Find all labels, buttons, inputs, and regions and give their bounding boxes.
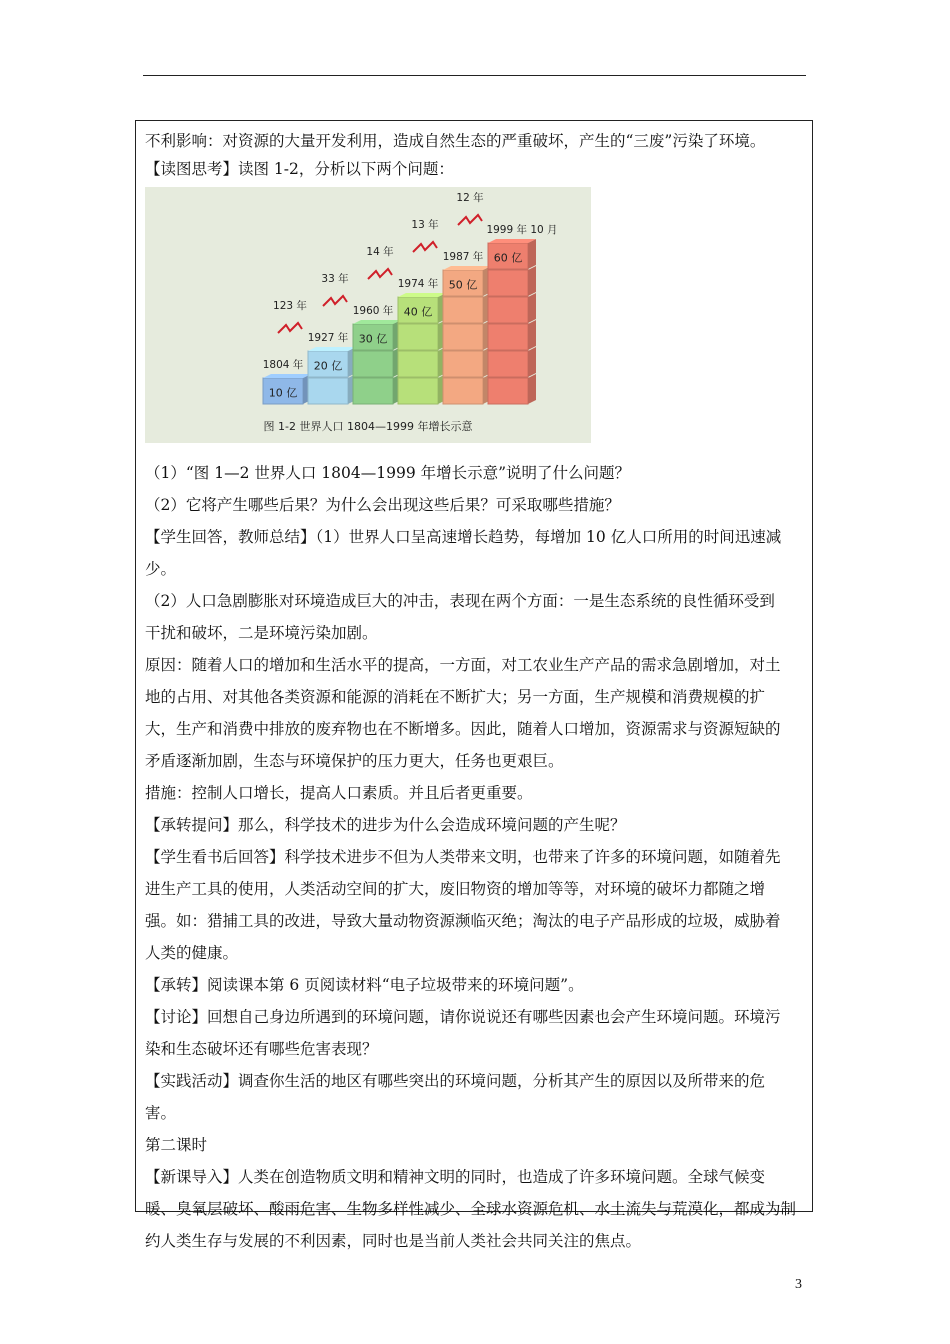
paragraph-line: 【新课导入】人类在创造物质文明和精神文明的同时，也造成了许多环境问题。全球气候变 [145,1168,766,1186]
interval-label: 13 年 [411,219,439,231]
population-steps-illustration [145,187,591,443]
year-label: 1974 年 [397,278,439,290]
year-label: 1999 年 10 月 [486,224,558,236]
interval-label: 123 年 [273,300,307,312]
paragraph-line: 干扰和破坏，二是环境污染加剧。 [145,624,378,642]
paragraph-line: 大，生产和消费中排放的废弃物也在不断增多。因此，随着人口增加，资源需求与资源短缺的 [145,720,781,738]
population-growth-figure [145,187,591,443]
year-label: 1927 年 [307,332,349,344]
paragraph-line: 【承转】阅读课本第 6 页阅读材料“电子垃圾带来的环境问题”。 [145,976,584,994]
year-label: 1804 年 [262,359,304,371]
break-mark [278,323,302,333]
population-label: 60 亿 [493,251,523,265]
population-label: 20 亿 [313,359,343,373]
paragraph-line: 进生产工具的使用，人类活动空间的扩大，废旧物资的增加等等，对环境的破坏力都随之增 [145,880,766,898]
population-label: 40 亿 [403,305,433,319]
paragraph-line: 【承转提问】那么，科学技术的进步为什么会造成环境问题的产生呢？ [145,816,626,834]
paragraph-line: 暖、臭氧层破坏、酸雨危害、生物多样性减少、全球水资源危机、水土流失与荒漠化，都成为制 [145,1200,797,1218]
paragraph-line: 原因：随着人口的增加和生活水平的提高，一方面，对工农业生产产品的需求急剧增加，对土 [145,656,781,674]
paragraph-line: 人类的健康。 [145,944,239,962]
year-label: 1960 年 [352,305,394,317]
paragraph-line: 约人类生存与发展的不利因素，同时也是当前人类社会共同关注的焦点。 [145,1232,642,1250]
paragraph-line: 【学生回答，教师总结】（1）世界人口呈高速增长趋势，每增加 10 亿人口所用的时间迅速减 [145,528,782,546]
paragraph: 不利影响：对资源的大量开发利用，造成自然生态的严重破坏，产生的“三废”污染了环境。 [145,132,766,150]
paragraph-line: （1）“图 1—2 世界人口 1804—1999 年增长示意”说明了什么问题？ [145,464,631,482]
paragraph: 【读图思考】读图 1-2，分析以下两个问题： [145,160,454,178]
break-mark [323,296,347,306]
population-label: 10 亿 [268,386,298,400]
population-label: 50 亿 [448,278,478,292]
paragraph-line: 害。 [145,1104,177,1122]
paragraph-line: 【学生看书后回答】科学技术进步不但为人类带来文明，也带来了许多的环境问题，如随着先 [145,848,781,866]
paragraph-line: 【实践活动】调查你生活的地区有哪些突出的环境问题，分析其产生的原因以及所带来的危 [145,1072,766,1090]
break-mark [413,242,437,252]
paragraph-line: 第二课时 [145,1136,208,1154]
break-mark [368,269,392,279]
paragraph-line: （2）它将产生哪些后果？为什么会出现这些后果？可采取哪些措施？ [145,496,620,514]
figure-caption: 图 1-2 世界人口 1804—1999 年增长示意 [263,420,473,433]
population-step-column [308,347,356,404]
interval-label: 14 年 [366,246,394,258]
paragraph-line: 措施：控制人口增长，提高人口素质。并且后者更重要。 [145,784,533,802]
document-content [145,127,809,1257]
paragraph-line: 染和生态破坏还有哪些危害表现？ [145,1040,378,1058]
population-label: 30 亿 [358,332,388,346]
paragraph-line: 少。 [145,560,177,578]
break-mark [458,215,482,225]
paragraph-list [145,457,809,1257]
paragraph-line: 矛盾逐渐加剧，生态与环境保护的压力更大，任务也更艰巨。 [145,752,564,770]
interval-label: 33 年 [321,273,349,285]
header-rule [143,75,806,76]
paragraph-line: 【讨论】回想自己身边所遇到的环境问题，请你说说还有哪些因素也会产生环境问题。环境污 [145,1008,781,1026]
year-label: 1987 年 [442,251,484,263]
page-number: 3 [795,1277,802,1292]
paragraph-line: 地的占用、对其他各类资源和能源的消耗在不断扩大；另一方面，生产规模和消费规模的扩 [145,688,766,706]
interval-label: 12 年 [456,192,484,204]
paragraph-line: （2）人口急剧膨胀对环境造成巨大的冲击，表现在两个方面：一是生态系统的良性循环受到 [145,592,775,610]
paragraph-line: 强。如：猎捕工具的改进，导致大量动物资源濒临灭绝；淘汰的电子产品形成的垃圾，威胁着 [145,912,781,930]
